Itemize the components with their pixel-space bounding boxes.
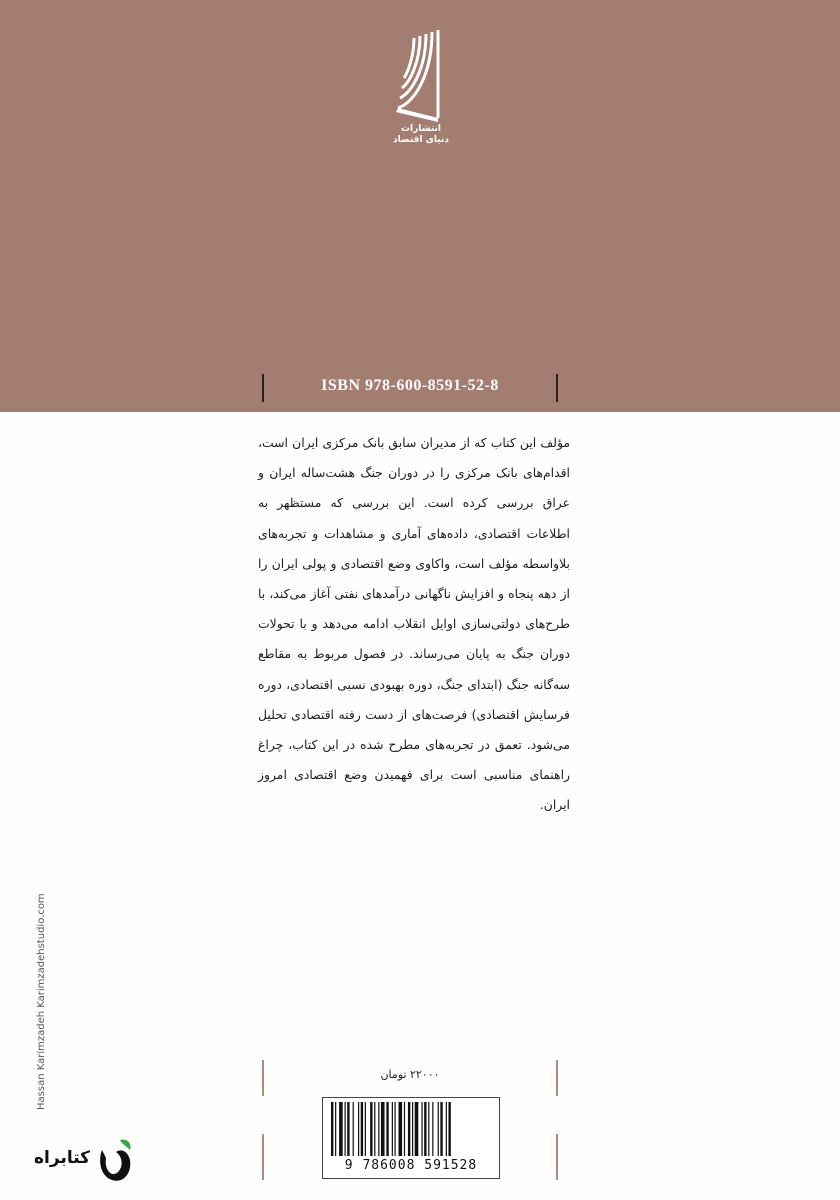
barcode-bar — [335, 1102, 336, 1156]
barcode-bars — [329, 1102, 495, 1158]
barcode-bar — [421, 1102, 422, 1156]
cover-top-band — [0, 0, 840, 412]
barcode-bar — [415, 1102, 419, 1156]
barcode-bar — [392, 1102, 393, 1156]
barcode-bar — [365, 1102, 366, 1156]
publisher-line1: انتشارات — [401, 124, 441, 134]
barcode-bar — [446, 1102, 447, 1156]
barcode-bar — [345, 1102, 346, 1156]
bottom-tick-right-upper — [556, 1060, 558, 1096]
barcode-bar — [399, 1102, 403, 1156]
barcode-bar — [378, 1102, 379, 1156]
barcode-bar — [428, 1102, 429, 1156]
barcode-bar — [408, 1102, 410, 1156]
ketabrah-watermark — [34, 1136, 134, 1188]
barcode-bar — [361, 1102, 363, 1156]
price-label: ۲۲۰۰۰ تومان — [380, 1068, 440, 1081]
book-pages-logo-icon — [376, 22, 466, 126]
barcode-bar — [412, 1102, 413, 1156]
barcode-bar — [424, 1102, 426, 1156]
barcode-bar — [374, 1102, 375, 1156]
barcode-bar — [381, 1102, 385, 1156]
bottom-tick-left-lower — [262, 1134, 264, 1180]
bottom-tick-left-upper — [262, 1060, 264, 1096]
barcode-bar — [331, 1102, 333, 1156]
barcode-bar — [448, 1102, 450, 1156]
publisher-name — [376, 124, 466, 146]
barcode-bar — [358, 1102, 359, 1156]
ketabrah-wordmark: کتابراه — [34, 1148, 91, 1168]
publisher-line2: دنیای اقتصاد — [393, 135, 449, 145]
barcode-bar — [394, 1102, 395, 1156]
barcode-digits: 9 786008 591528 — [344, 1158, 478, 1173]
barcode-bar — [440, 1102, 442, 1156]
isbn-bar — [262, 374, 558, 402]
barcode-bar — [404, 1102, 405, 1156]
barcode-bar — [438, 1102, 439, 1156]
barcode — [322, 1097, 500, 1179]
barcode-bar — [370, 1102, 372, 1156]
ketabrah-logo-icon — [94, 1136, 134, 1188]
bottom-tick-right-lower — [556, 1134, 558, 1180]
barcode-bar — [386, 1102, 388, 1156]
barcode-bar — [432, 1102, 433, 1156]
isbn-right-tick — [556, 374, 558, 402]
isbn-text: ISBN 978-600-8591-52-8 — [321, 377, 499, 394]
designer-credit: Hassan Karimzadeh Karimzadehstudio.com — [36, 893, 47, 1110]
barcode-bar — [339, 1102, 343, 1156]
book-description: مؤلف این کتاب که از مدیران سابق بانک مرکزی ایران است، اقدام‌های بانک مرکزی را در دوران جنگ هشت‌ساله ایران و عراق بررسی کرده است. این بررسی که مستظهر به اطلاعات اقتصادی، داده‌های آماری و مشاهدات و تجربه‌های بلاواسطه مؤلف است، واکاوی وضع اقتصادی و پولی ایران را از دهه پنجاه و افزایش ناگهانی درآمدهای نفتی آغاز می‌کند، با طرح‌های دولتی‌سازی اوایل انقلاب ادامه می‌دهد و با تحولات دوران جنگ به پایان می‌رساند. در فصول مربوط به مقاطع سه‌گانه جنگ (ابتدای جنگ، دوره بهبودی نسبی اقتصادی، دوره فرسایش اقتصادی) فرصت‌های از دست رفته اقتصادی تحلیل می‌شود. تعمق در تجربه‌های مطرح شده در این کتاب، چراغ راهنمای مناسبی است برای فهمیدن وضع اقتصادی امروز ایران. — [258, 435, 570, 813]
barcode-bar — [353, 1102, 354, 1156]
barcode-bar — [347, 1102, 349, 1156]
